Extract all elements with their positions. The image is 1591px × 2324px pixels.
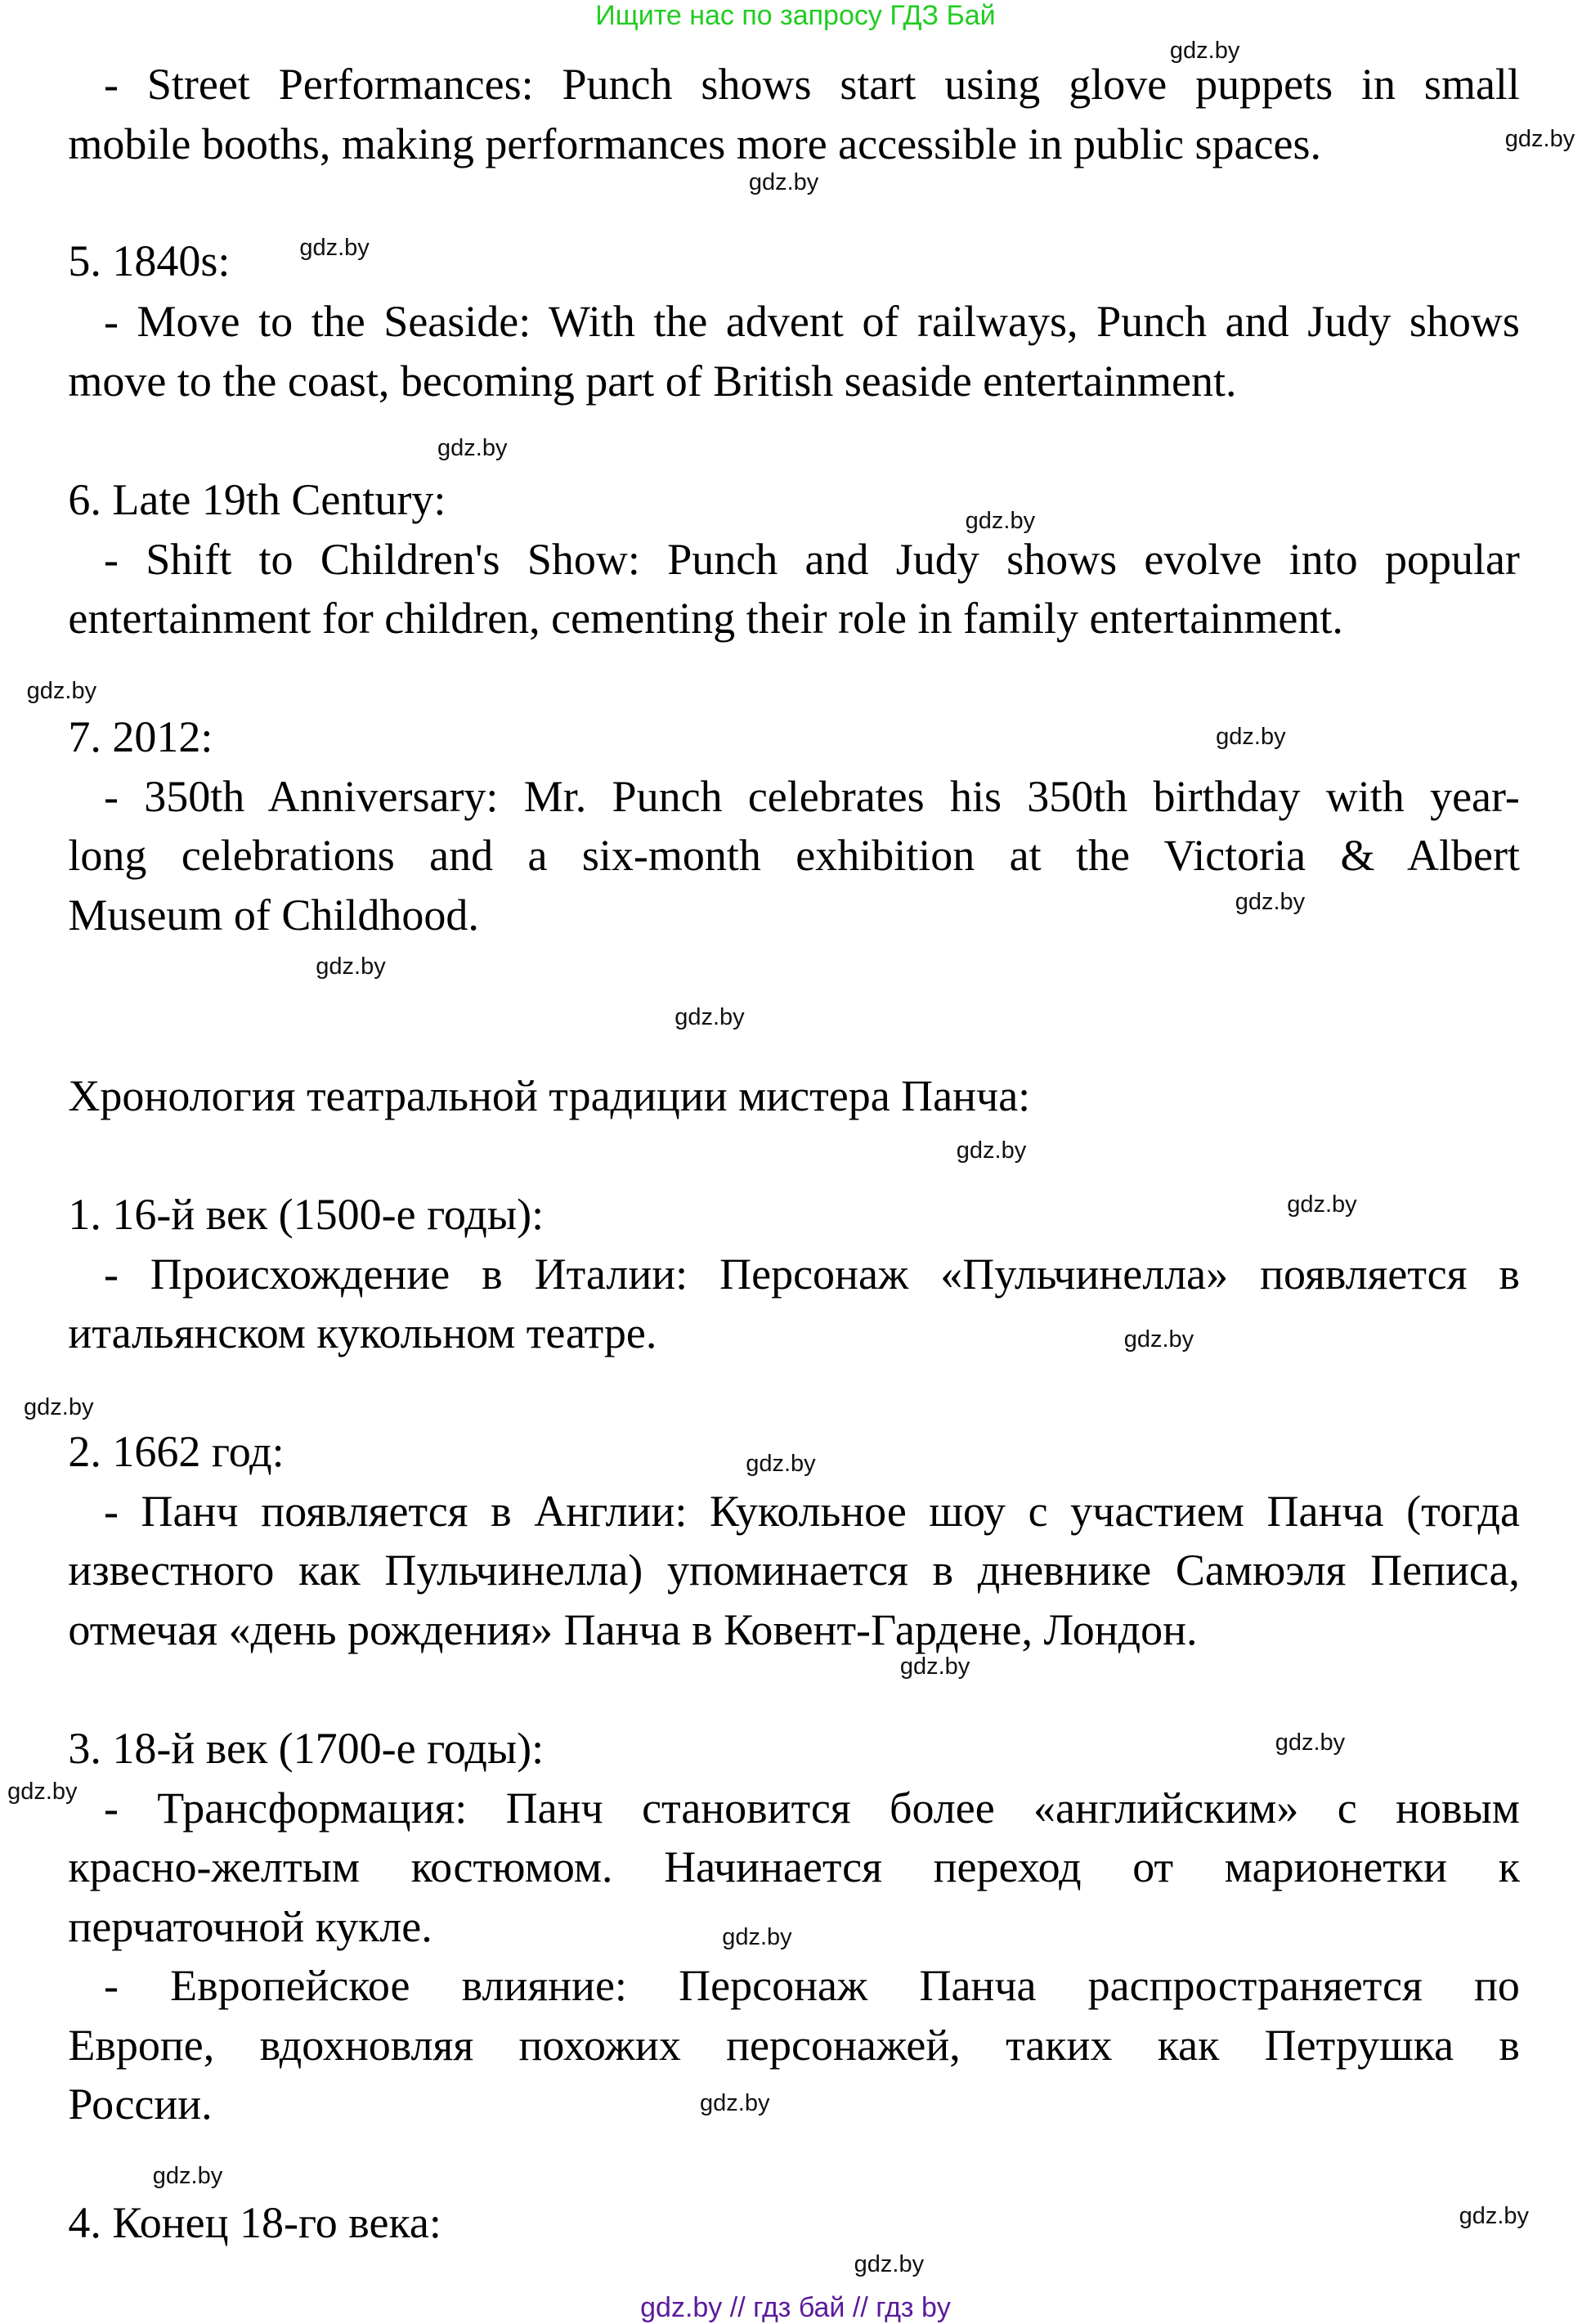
text-line: Museum of Childhood. [68,890,479,940]
text-line: - Происхождение в Италии: Персонаж «Пульчинелла» появляется в [103,1249,1520,1299]
watermark: gdz.by [722,1923,792,1950]
watermark: gdz.by [1459,2202,1530,2229]
watermark: gdz.by [299,234,370,261]
watermark: gdz.by [965,507,1036,534]
text-line: - Shift to Children's Show: Punch and Judy shows evolve into popular [103,534,1520,584]
watermark: gdz.by [437,434,508,461]
text-line: - Street Performances: Punch shows start using glove puppets in small [103,60,1520,110]
watermark: gdz.by [1216,724,1286,751]
watermark: gdz.by [746,1451,816,1478]
text-line: 4. Конец 18-го века: [68,2198,441,2248]
text-line: 1. 16-й век (1500-е годы): [68,1190,545,1240]
text-line: long celebrations and a six-month exhibition at the Victoria & Albert [68,831,1520,881]
watermark: gdz.by [24,1394,94,1421]
text-line: 2. 1662 год: [68,1427,285,1477]
watermark: gdz.by [674,1004,745,1031]
text-line: известного как Пульчинелла) упоминается в дневнике Самюэля Пеписа, [68,1546,1520,1595]
watermark: gdz.by [854,2251,925,2278]
text-line: 7. 2012: [68,712,213,762]
watermark: gdz.by [1169,37,1240,64]
text-line: Хронология театральной традиции мистера Панча: [68,1071,1031,1121]
text-line: - 350th Anniversary: Mr. Punch celebrates his 350th birthday with year- [103,771,1520,821]
text-line: - Move to the Seaside: With the advent of railways, Punch and Judy shows [103,297,1520,347]
text-line: move to the coast, becoming part of British seaside entertainment. [68,356,1237,406]
text-line: 5. 1840s: [68,236,231,285]
watermark: gdz.by [1504,126,1575,153]
watermark: gdz.by [152,2162,223,2189]
text-line: 3. 18-й век (1700-е годы): [68,1724,545,1774]
text-line: итальянском кукольном театре. [68,1308,657,1358]
footer-links[interactable]: gdz.by // гдз бай // гдз by [640,2292,951,2323]
watermark: gdz.by [1235,888,1306,915]
watermark: gdz.by [700,2089,770,2116]
watermark: gdz.by [26,678,97,705]
text-line: - Трансформация: Панч становится более «английским» с новым [103,1783,1520,1833]
text-line: entertainment for children, cementing their role in family entertainment. [68,594,1343,644]
text-line: mobile booths, making performances more accessible in public spaces. [68,119,1321,168]
text-line: - Европейское влияние: Персонаж Панча распространяется по [103,1961,1520,2011]
text-line: красно-желтым костюмом. Начинается переход от марионетки к [68,1842,1520,1892]
watermark: gdz.by [7,1778,78,1805]
text-line: 6. Late 19th Century: [68,474,446,524]
watermark: gdz.by [956,1137,1027,1164]
text-line: перчаточной кукле. [68,1901,432,1951]
watermark: gdz.by [899,1653,970,1680]
watermark: gdz.by [1287,1191,1357,1218]
header-banner: Ищите нас по запросу ГДЗ Бай [595,0,996,31]
watermark: gdz.by [316,953,386,980]
text-line: России. [68,2079,213,2129]
watermark: gdz.by [748,169,819,196]
watermark: gdz.by [1275,1729,1346,1756]
text-line: Европе, вдохновляя похожих персонажей, таких как Петрушка в [68,2020,1520,2070]
text-line: отмечая «день рождения» Панча в Ковент-Гардене, Лондон. [68,1604,1198,1654]
watermark: gdz.by [1123,1326,1194,1353]
text-line: - Панч появляется в Англии: Кукольное шоу с участием Панча (тогда [103,1486,1520,1536]
